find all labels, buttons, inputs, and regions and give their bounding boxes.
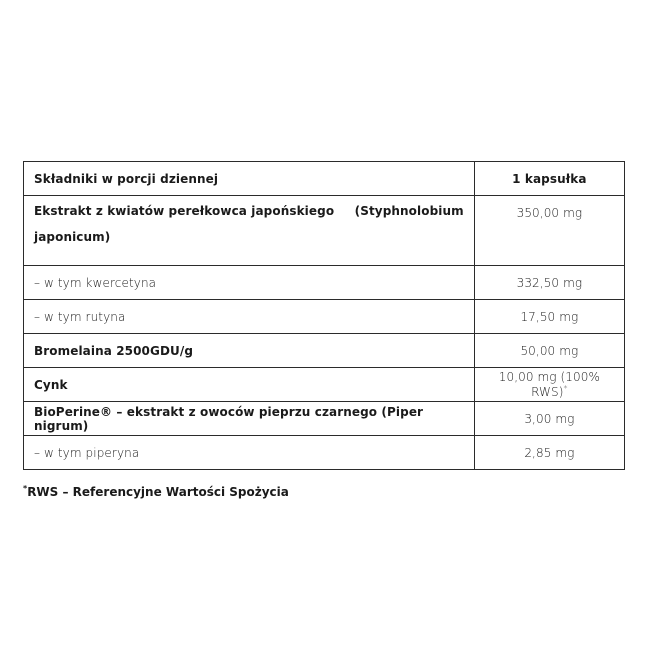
ingredient-amount: 332,50 mg [474, 266, 624, 300]
footnote [23, 484, 289, 499]
table-row [24, 300, 625, 334]
table-row [24, 436, 625, 470]
ingredient-amount: 50,00 mg [474, 334, 624, 368]
table-row [24, 334, 625, 368]
ingredient-name: BioPerine® – ekstrakt z owoców pieprzu czarnego (Piper nigrum) [24, 402, 475, 436]
table-header-row [24, 162, 625, 196]
supplement-facts-table [23, 161, 625, 470]
ingredient-name: – w tym kwercetyna [24, 266, 475, 300]
ingredient-name: – w tym rutyna [24, 300, 475, 334]
ingredient-name: Bromelaina 2500GDU/g [24, 334, 475, 368]
ingredient-name: Cynk [24, 368, 475, 402]
ingredient-amount: 2,85 mg [474, 436, 624, 470]
ingredient-name-part: (Styphnolobium [354, 204, 464, 218]
ingredient-name [24, 196, 475, 266]
ingredient-amount [474, 368, 624, 402]
table-row [24, 368, 625, 402]
header-ingredients-label: Składniki w porcji dziennej [24, 162, 475, 196]
footnote-text: RWS – Referencyjne Wartości Spożycia [27, 485, 289, 499]
footnote-marker: * [23, 484, 28, 493]
ingredient-name: – w tym piperyna [24, 436, 475, 470]
ingredient-amount: 3,00 mg [474, 402, 624, 436]
amount-text: 10,00 mg (100% RWS) [498, 370, 600, 399]
table-row [24, 196, 625, 266]
ingredient-amount: 350,00 mg [474, 196, 624, 266]
ingredient-name-part: Ekstrakt z kwiatów perełkowca japońskiego [34, 204, 335, 218]
ingredient-amount: 17,50 mg [474, 300, 624, 334]
ingredient-name-part: japonicum) [34, 230, 111, 244]
table-row [24, 402, 625, 436]
header-serving-label: 1 kapsułka [474, 162, 624, 196]
table-row [24, 266, 625, 300]
footnote-marker: * [563, 384, 568, 393]
